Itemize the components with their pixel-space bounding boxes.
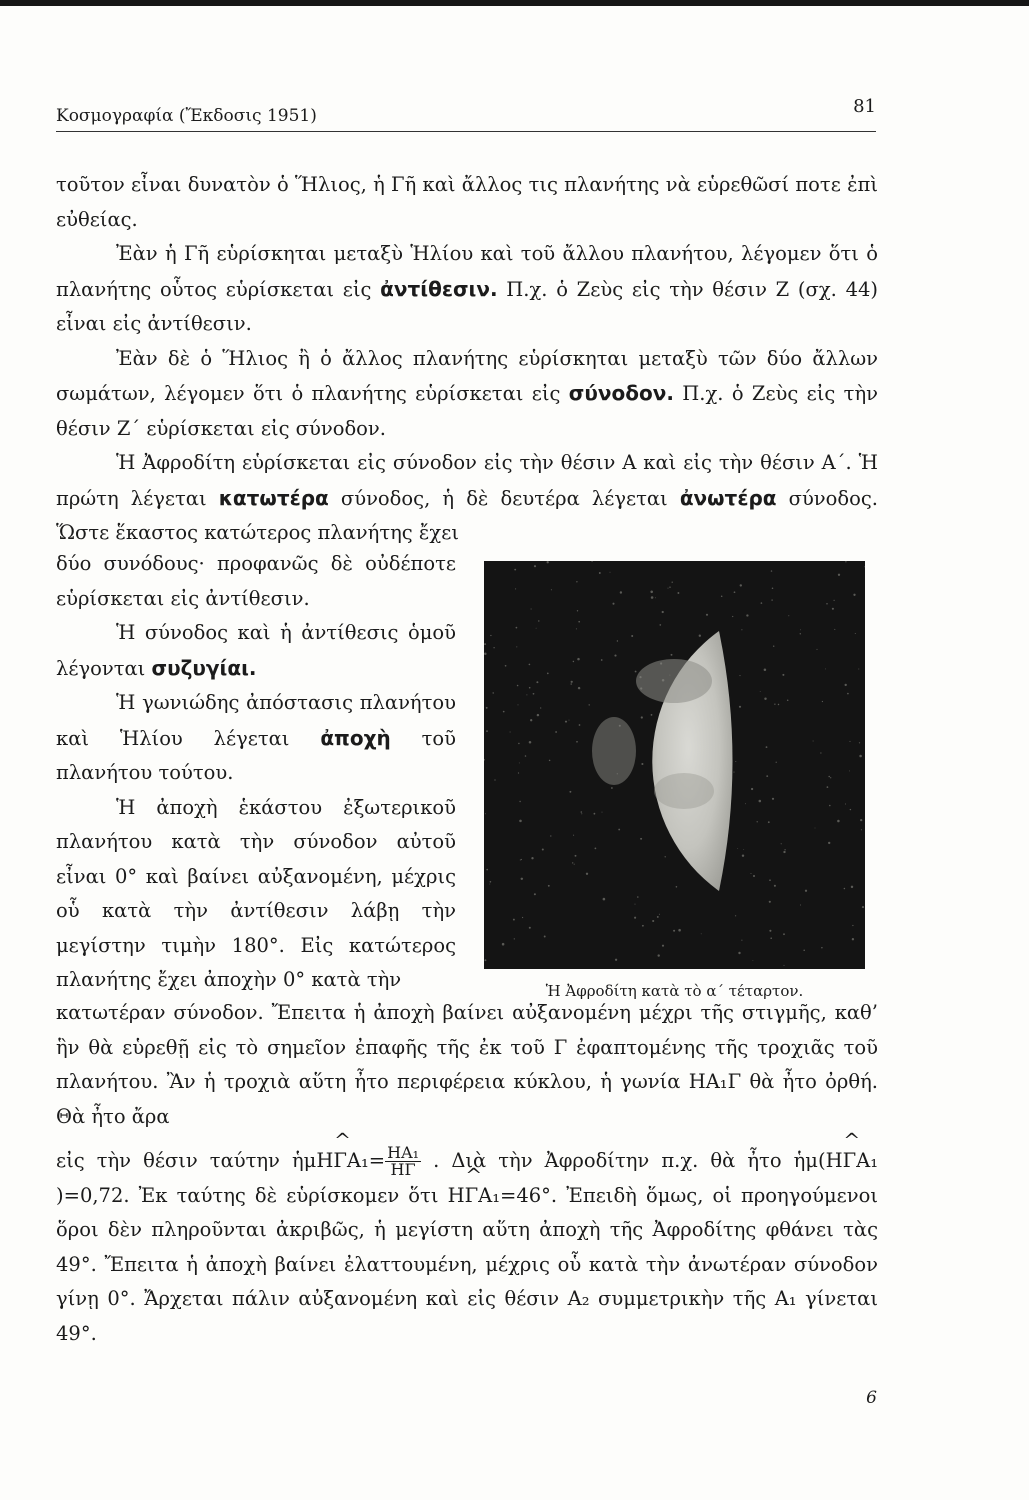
term-synodos: σύνοδον. (568, 381, 674, 405)
speckle-dot (781, 843, 782, 844)
paragraph-5-text: Ἡ σύνοδος καὶ ἡ ἀντίθεσις ὁμοῦ λέγονται (56, 621, 456, 680)
speckle-dot (618, 829, 620, 831)
speckle-dot (612, 603, 614, 605)
speckle-dot (503, 711, 505, 713)
page-number: 81 (853, 96, 876, 117)
speckle-dot (620, 591, 622, 593)
paragraph-2-text-a: Ἐὰν ἡ Γῆ εὑρίσκηται μεταξὺ Ἡλίου καὶ τοῦ ἄλλου πλανήτου, λέγομεν ὅτι ὁ πλανήτης οὗτος εὑρίσκεται εἰς (56, 242, 878, 301)
speckle-dot (492, 692, 493, 693)
speckle-dot (549, 760, 551, 762)
speckle-dot (538, 620, 539, 621)
speckle-dot (745, 803, 746, 804)
paragraph-8 (56, 1144, 878, 1351)
speckle-dot (573, 835, 574, 836)
speckle-dot (764, 698, 766, 700)
speckle-dot (505, 665, 507, 667)
speckle-dot (662, 945, 664, 947)
paragraph-6-text-a: Ἡ γωνιώδης ἀπόστασις πλανήτου καὶ Ἡλίου λέγεται (56, 691, 456, 750)
speckle-dot (845, 561, 846, 562)
speckle-dot (519, 820, 522, 823)
speckle-dot (800, 633, 801, 634)
angle-hgA1-second: ^ ΗΓΑ₁ (826, 1144, 878, 1179)
speckle-dot (782, 674, 784, 676)
text-block-top (56, 168, 878, 551)
speckle-dot (676, 886, 678, 888)
speckle-dot (536, 681, 538, 683)
speckle-dot (838, 574, 840, 576)
speckle-dot (852, 925, 853, 926)
speckle-dot (575, 855, 577, 857)
speckle-dot (741, 940, 742, 941)
speckle-dot (574, 864, 575, 865)
speckle-dot (617, 640, 618, 641)
speckle-dot (845, 684, 847, 686)
speckle-dot (595, 848, 597, 850)
paragraph-4-text-d: δύο συνόδους· προφανῶς δὲ οὐδέποτε εὑρίσκεται εἰς ἀντίθεσιν. (56, 552, 456, 610)
speckle-dot (547, 673, 549, 675)
speckle-dot (742, 854, 744, 856)
speckle-dot (603, 898, 606, 901)
speckle-dot (551, 589, 552, 590)
speckle-dot (701, 933, 702, 934)
speckle-dot (513, 919, 515, 921)
speckle-dot (577, 658, 580, 661)
speckle-dot (734, 591, 736, 593)
figure-caption: Ἡ Ἀφροδίτη κατὰ τὸ α΄ τέταρτον. (545, 982, 804, 1000)
paragraph-2 (56, 237, 878, 342)
speckle-dot (853, 594, 855, 596)
speckle-dot (610, 572, 611, 573)
speckle-dot (820, 752, 821, 753)
speckle-dot (529, 664, 531, 666)
speckle-dot (813, 741, 814, 742)
speckle-dot (861, 829, 862, 830)
speckle-dot (753, 875, 755, 877)
speckle-dot (547, 561, 549, 563)
speckle-dot (774, 885, 776, 887)
speckle-dot (778, 704, 779, 705)
speckle-dot (651, 596, 654, 599)
speckle-dot (769, 901, 771, 903)
speckle-dot (494, 779, 495, 780)
speckle-dot (855, 633, 856, 634)
venus-dark-patch-2 (592, 717, 636, 785)
speckle-dot (516, 627, 518, 629)
speckle-dot (783, 933, 785, 935)
paragraph-7 (56, 791, 456, 998)
speckle-dot (826, 603, 828, 605)
speckle-dot (529, 687, 531, 689)
paragraph-4-text-b: σύνοδος, ἡ δὲ δευτέρα λέγεται (340, 486, 668, 510)
speckle-dot (490, 635, 491, 636)
term-syzygiai: συζυγίαι. (151, 655, 257, 680)
text-block-wrap (56, 547, 456, 998)
speckle-dot (849, 770, 850, 771)
speckle-dot (576, 741, 578, 743)
speckle-dot (577, 610, 578, 611)
term-anotera: ἀνωτέρα (679, 485, 777, 510)
speckle-dot (542, 848, 544, 850)
printer-signature-mark: 6 (866, 1388, 877, 1408)
speckle-dot (490, 881, 492, 883)
speckle-dot (652, 920, 654, 922)
paragraph-7-text-b: κατωτέραν σύνοδον. Ἔπειτα ἡ ἀποχὴ βαίνει αὐξανομένη μέχρι τῆς στιγμῆς, καθ’ ἣν θὰ εὑρεθῇ εἰς τὸ σημεῖον ἐπαφῆς τῆς ἐκ τοῦ Γ ἐφαπτομένης τῆς τροχιᾶς τοῦ πλανήτου. Ἂν ἡ τροχιὰ αὕτη ἦτο περιφέρεια κύκλου, ἡ γωνία ΗΑ₁Γ θὰ ἦτο ὀρθή. Θὰ ἦτο ἄρα (56, 1001, 878, 1128)
speckle-dot (862, 906, 864, 908)
speckle-dot (739, 675, 740, 676)
speckle-dot (641, 763, 643, 765)
speckle-dot (517, 685, 519, 687)
speckle-dot (740, 584, 742, 586)
speckle-dot (759, 800, 762, 803)
speckle-dot (741, 629, 742, 630)
paragraph-4 (56, 446, 878, 551)
speckle-dot (732, 616, 733, 617)
speckle-dot (737, 848, 738, 849)
speckle-dot (576, 628, 577, 629)
speckle-dot (578, 687, 580, 689)
speckle-dot (672, 582, 673, 583)
speckle-dot (815, 828, 816, 829)
speckle-dot (859, 755, 862, 758)
speckle-dot (635, 671, 637, 673)
speckle-dot (751, 873, 752, 874)
speckle-dot (739, 706, 741, 708)
speckle-dot (514, 938, 515, 939)
angle-hgA1: ^ ΗΓΑ₁ (316, 1144, 368, 1179)
paragraph-6 (56, 686, 456, 791)
speckle-dot (642, 925, 644, 927)
speckle-dot (555, 731, 557, 733)
speckle-dot (526, 694, 527, 695)
speckle-dot (770, 937, 772, 939)
angle-hgA1-third: ^ ΗΓΑ₁ (448, 1179, 500, 1214)
speckle-dot (769, 930, 771, 932)
speckle-dot (533, 693, 535, 695)
paragraph-5 (56, 616, 456, 686)
paragraph-1 (56, 168, 878, 237)
speckle-dot (518, 743, 519, 744)
paragraph-3-text-a: Ἐὰν δὲ ὁ Ἥλιος ἢ ὁ ἄλλος πλανήτης εὑρίσκηται μεταξὺ τῶν δύο ἄλλων σωμάτων, λέγομεν ὅτι ὁ πλανήτης εὑρίσκεται εἰς (56, 346, 878, 405)
speckle-dot (784, 965, 785, 966)
speckle-dot (655, 597, 656, 598)
speckle-dot (659, 624, 661, 626)
speckle-dot (800, 904, 801, 905)
speckle-dot (514, 569, 516, 571)
speckle-dot (827, 786, 829, 788)
venus-dark-patch-1 (636, 659, 712, 703)
speckle-dot (764, 669, 767, 672)
speckle-dot (519, 762, 520, 763)
speckle-dot (576, 581, 577, 582)
speckle-dot (844, 888, 846, 890)
paragraph-7-continued (56, 996, 878, 1134)
speckle-dot (581, 813, 582, 814)
speckle-dot (733, 772, 734, 773)
speckle-dot (548, 885, 550, 887)
speckle-dot (677, 592, 679, 594)
speckle-dot (837, 820, 840, 823)
speckle-dot (659, 914, 660, 915)
speckle-dot (860, 819, 862, 821)
term-antithesis: ἀντίθεσιν. (380, 276, 498, 301)
speckle-dot (550, 835, 551, 836)
paragraph-3-text-b: Π.χ. ὁ Ζεὺς εἰς τὴν θέσιν Ζ΄ εὑρίσκεται εἰς σύνοδον. (56, 382, 878, 440)
speckle-dot (518, 704, 519, 705)
speckle-dot (486, 730, 488, 732)
speckle-dot (671, 654, 673, 656)
speckle-dot (579, 724, 581, 726)
speckle-dot (484, 643, 486, 645)
paragraph-4-text-a: Ἡ Ἀφροδίτη εὑρίσκεται εἰς σύνοδον εἰς τὴν θέσιν Α καὶ εἰς τὴν θέσιν Α΄. Ἡ πρώτη λέγεται (56, 451, 878, 510)
paragraph-8-mid: . Διὰ τὴν Ἀφροδίτην π.χ. θὰ (433, 1149, 736, 1172)
header-rule (56, 131, 876, 132)
speckle-dot (816, 649, 817, 650)
speckle-dot (634, 917, 636, 919)
speckle-dot (783, 851, 785, 853)
speckle-dot (531, 608, 532, 609)
speckle-dot (735, 915, 736, 916)
speckle-dot (821, 947, 822, 948)
paragraph-4-text-c: σύνοδος. Ὥστε ἕκαστος κατώτερος πλανήτης ἔχει (56, 486, 878, 544)
paragraph-8-line2-b: )=0,72. Ἐκ ταύτης δὲ εὑρίσκομεν ὅτι (56, 1183, 439, 1207)
speckle-dot (757, 821, 758, 822)
speckle-dot (699, 635, 701, 637)
speckle-dot (631, 635, 633, 637)
speckle-dot (771, 570, 772, 571)
paragraph-4-continued (56, 547, 456, 616)
speckle-dot (665, 856, 666, 857)
venus-image (484, 561, 865, 969)
speckle-dot (766, 746, 768, 748)
speckle-dot (534, 893, 536, 895)
speckle-dot (849, 741, 850, 742)
speckle-dot (657, 916, 659, 918)
speckle-dot (766, 775, 768, 777)
speckle-dot (751, 788, 753, 790)
speckle-dot (635, 904, 636, 905)
speckle-dot (828, 842, 830, 844)
speckle-dot (829, 805, 831, 807)
speckle-dot (772, 798, 774, 800)
speckle-dot (769, 879, 771, 881)
speckle-dot (641, 716, 643, 718)
speckle-dot (594, 813, 596, 815)
venus-dark-patch-3 (654, 773, 714, 809)
speckle-dot (540, 707, 541, 708)
speckle-dot (788, 615, 789, 616)
speckle-dot (828, 776, 830, 778)
speckle-dot (602, 812, 603, 813)
scan-top-edge (0, 0, 1029, 6)
speckle-dot (515, 588, 516, 589)
speckle-dot (738, 952, 740, 954)
speckle-dot (578, 621, 580, 623)
speckle-dot (544, 936, 546, 938)
speckle-dot (830, 777, 831, 778)
speckle-dot (570, 683, 572, 685)
speckle-dot (586, 873, 588, 875)
fraction-denominator: ΗΓ (390, 1160, 416, 1179)
speckle-dot (864, 566, 865, 567)
speckle-dot (772, 587, 774, 589)
paragraph-6-text-b: τοῦ πλανήτου τούτου. (56, 726, 456, 784)
paragraph-1-text: τοῦτον εἶναι δυνατὸν ὁ Ἥλιος, ἡ Γῆ καὶ ἄλλος τις πλανήτης νὰ εὑρεθῶσί ποτε ἐπὶ εὐθείας. (56, 173, 878, 231)
fraction (385, 1145, 421, 1178)
speckle-dot (601, 659, 603, 661)
speckle-dot (721, 595, 723, 597)
speckle-dot (658, 954, 660, 956)
speckle-dot (706, 614, 708, 616)
speckle-dot (525, 755, 527, 757)
speckle-dot (493, 647, 494, 648)
speckle-dot (673, 930, 675, 932)
speckle-dot (774, 704, 775, 705)
speckle-dot (502, 943, 505, 946)
speckle-dot (859, 742, 860, 743)
speckle-dot (825, 668, 826, 669)
paragraph-2-text-b: Π.χ. ὁ Ζεὺς εἰς τὴν θέσιν Ζ (σχ. 44) εἶναι εἰς ἀντίθεσιν. (56, 277, 878, 335)
speckle-dot (486, 869, 488, 871)
equals-sign: = (368, 1149, 386, 1172)
speckle-dot (569, 791, 571, 793)
speckle-dot (662, 611, 664, 613)
speckle-dot (669, 586, 670, 587)
speckle-dot (516, 646, 517, 647)
speckle-dot (746, 614, 748, 616)
paragraph-8-line2-a: ἦτο ἡμ( (747, 1149, 826, 1172)
speckle-dot (486, 707, 488, 709)
speckle-dot (531, 857, 533, 859)
speckle-dot (735, 761, 736, 762)
speckle-dot (484, 653, 487, 656)
fraction-numerator: ΗΑ₁ (387, 1143, 420, 1162)
speckle-dot (521, 859, 522, 860)
speckle-dot (768, 821, 770, 823)
speckle-dot (589, 704, 590, 705)
speckle-dot (852, 938, 854, 940)
paragraph-8-intro: εἰς τὴν θέσιν ταύτην ἡμ (56, 1149, 317, 1172)
speckle-dot (611, 787, 613, 789)
speckle-dot (489, 884, 490, 885)
speckle-dot (573, 661, 574, 662)
speckle-dot (858, 669, 859, 670)
speckle-dot (519, 801, 520, 802)
speckle-dot (484, 959, 486, 961)
venus-photograph (484, 561, 865, 969)
speckle-dot (572, 862, 573, 863)
speckle-dot (743, 849, 744, 850)
speckle-dot (529, 927, 531, 929)
speckle-dot (518, 772, 519, 773)
term-katotera: κατωτέρα (218, 485, 329, 510)
speckle-dot (760, 691, 761, 692)
speckle-dot (784, 849, 785, 850)
speckle-dot (834, 629, 835, 630)
speckle-dot (522, 917, 523, 918)
speckle-dot (569, 720, 570, 721)
speckle-dot (534, 565, 536, 567)
speckle-dot (485, 813, 486, 814)
speckle-dot (571, 681, 573, 683)
speckle-dot (771, 599, 772, 600)
paragraph-8-line2-c: =46°. Ἐπειδὴ ὅμως, οἱ προηγούμενοι ὅροι δὲν πληροῦνται ἀκριβῶς, ἡ μεγίστη αὕτη ἀποχὴ τῆς Ἀφροδίτης φθάνει τὰς 49°. Ἔπειτα ἡ ἀποχὴ βαίνει ἐλαττουμένη, μέχρις οὗ κατὰ τὴν ἀνωτέραν σύνοδον γίνῃ 0°. Ἄρχεται πάλιν αὐξανομένη καὶ εἰς θέσιν Α₂ συμμετρικὴν τῆς Α₁ γίνεται 49°. (56, 1183, 878, 1345)
speckle-dot (850, 809, 851, 810)
speckle-dot (614, 655, 616, 657)
speckle-dot (851, 886, 853, 888)
speckle-dot (776, 762, 777, 763)
speckle-dot (537, 714, 539, 716)
speckle-dot (599, 572, 601, 574)
speckle-dot (530, 719, 532, 721)
speckle-dot (803, 949, 805, 951)
speckle-dot (536, 628, 537, 629)
text-block-bottom (56, 996, 878, 1351)
speckle-dot (510, 732, 511, 733)
speckle-dot (832, 608, 834, 610)
speckle-dot (800, 629, 801, 630)
speckle-dot (650, 591, 653, 594)
paragraph-3 (56, 342, 878, 447)
speckle-dot (845, 803, 846, 804)
speckle-dot (529, 741, 532, 744)
speckle-dot (761, 602, 763, 604)
speckle-dot (787, 699, 789, 701)
speckle-dot (847, 693, 849, 695)
speckle-dot (773, 645, 774, 646)
speckle-dot (678, 929, 681, 932)
speckle-dot (805, 890, 807, 892)
speckle-dot (565, 721, 567, 723)
speckle-dot (834, 600, 835, 601)
speckle-dot (753, 960, 754, 961)
speckle-dot (651, 714, 653, 716)
speckle-dot (521, 878, 523, 880)
speckle-dot (581, 811, 583, 813)
term-apochi: ἀποχὴ (320, 725, 391, 750)
speckle-dot (667, 588, 668, 589)
speckle-dot (637, 896, 639, 898)
speckle-dot (615, 959, 617, 961)
page-header (56, 96, 876, 130)
speckle-dot (822, 701, 823, 702)
paragraph-7-text-a: Ἡ ἀποχὴ ἑκάστου ἐξωτερικοῦ πλανήτου κατὰ τὴν σύνοδον αὐτοῦ εἶναι 0° καὶ βαίνει αὐξανομένη, μέχρις οὗ κατὰ τὴν ἀντίθεσιν λάβῃ τὴν μεγίστην τιμὴν 180°. Εἰς κατώτερος πλανήτης ἔχει ἀποχὴν 0° κατὰ τὴν (56, 795, 456, 991)
speckle-dot (640, 838, 642, 840)
running-title: Κοσμογραφία (Ἔκδοσις 1951) (56, 106, 317, 126)
